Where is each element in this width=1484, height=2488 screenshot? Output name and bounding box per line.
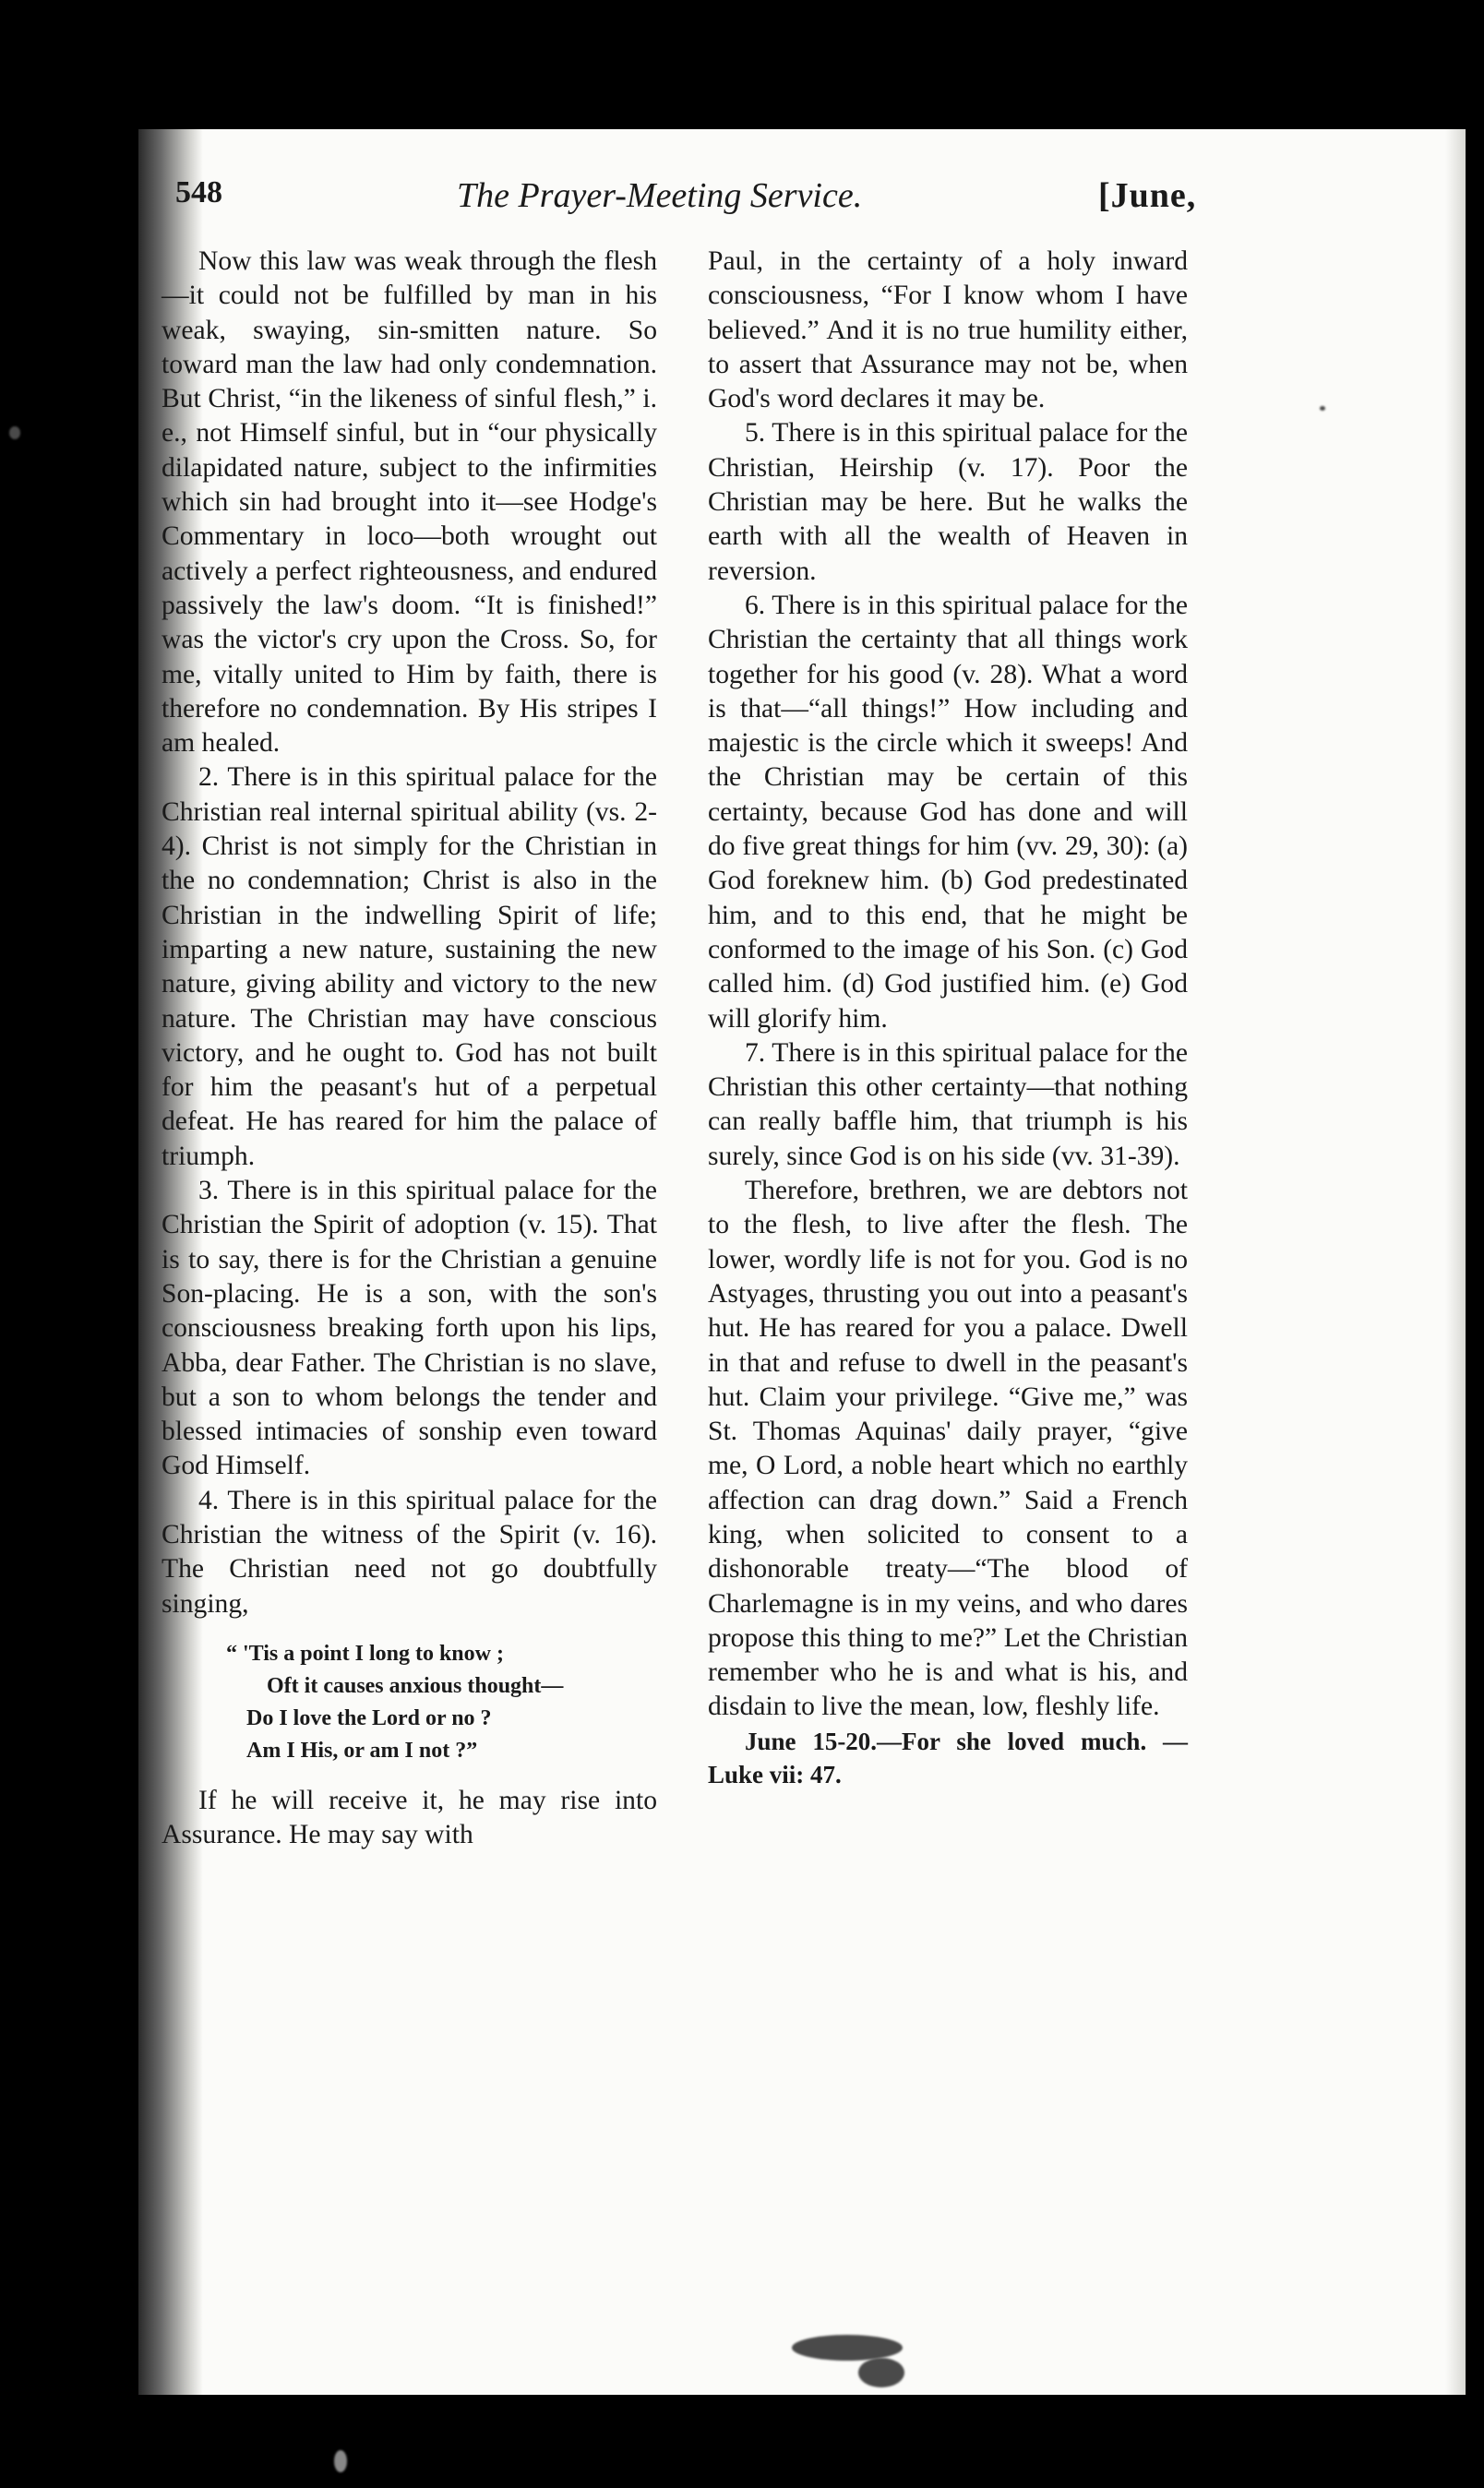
hymn-line: Do I love the Lord or no ? bbox=[246, 1705, 492, 1730]
paragraph: 4. There is in this spiritual palace for the Christian the witness of the Spirit (v. 16). The Christian need not go doubtfully singing, bbox=[162, 1485, 657, 1619]
hymn-line: Am I His, or am I not ?” bbox=[246, 1738, 478, 1763]
paragraph: 6. There is in this spiritual palace for the Christian the certainty that all things work together for his good (v. 28). What a word is that—“all things!” How including and majestic is the circle which it sweeps! And the Christian may be certain of this certainty, because God has done and will do five great things for him (vv. 29, 30): (a) God foreknew him. (b) God predestinated him, and to this end, that he might be conformed to the image of his Son. (c) God called him. (d) God justified him. (e) God will glorify him. bbox=[708, 590, 1188, 1034]
scan-speck bbox=[792, 2335, 903, 2361]
paragraph: 5. There is in this spiritual palace for the Christian, Heirship (v. 17). Poor the Christian may be here. But he walks the earth with all the wealth of Heaven in reversion. bbox=[708, 418, 1188, 586]
paragraph: If he will receive it, he may rise into Assurance. He may say with bbox=[162, 1785, 657, 1850]
left-column bbox=[162, 245, 657, 1852]
next-meeting-notice: June 15-20.—For she loved much. —Luke vii: 47. bbox=[708, 1727, 1188, 1788]
paragraph: Therefore, brethren, we are debtors not to the flesh, to live after the flesh. The lower, wordly life is not for you. God is no Astyages, thrusting you out into a peasant's hut. He has reared for you a palace. Dwell in that and refuse to dwell in the peasant's hut. Claim your privilege. “Give me,” was St. Thomas Aquinas' daily prayer, “give me, O Lord, a noble heart which no earthly affection can drag down.” Said a French king, when solicited to consent to a dishonorable treaty—“The blood of Charlemagne is in my veins, and who dares propose this thing to me?” Let the Christian remember who he is and what is his, and disdain to live the mean, low, fleshly life. bbox=[708, 1176, 1188, 1722]
page-number: 548 bbox=[175, 175, 222, 209]
scan-speck bbox=[1320, 406, 1325, 411]
page-edge bbox=[1445, 129, 1466, 2395]
hymn-quote bbox=[226, 1638, 657, 1767]
hymn-line: “ 'Tis a point I long to know ; bbox=[226, 1641, 504, 1666]
running-title: The Prayer-Meeting Service. bbox=[457, 176, 863, 215]
paragraph: Paul, in the certainty of a holy inward consciousness, “For I know whom I have believed.” And it is no true humility either, to assert that Assurance may not be, when God's word declares it may be. bbox=[708, 246, 1188, 414]
right-column bbox=[708, 245, 1188, 1791]
scan-speck bbox=[334, 2450, 347, 2472]
paragraph: Now this law was weak through the flesh—it could not be fulfilled by man in his weak, swaying, sin-smitten nature. So toward man the law had only condemnation. But Christ, “in the likeness of sinful flesh,” i. e., not Himself sinful, but in “our physically dilapidated nature, subject to the infirmities which sin had brought into it—see Hodge's Commentary in loco—both wrought out actively a perfect righteousness, and endured passively the law's doom. “It is finished!” was the victor's cry upon the Cross. So, for me, vitally united to Him by faith, there is therefore no condemnation. By His stripes I am healed. bbox=[162, 246, 657, 759]
month-label: [June, bbox=[1098, 176, 1197, 215]
scan-speck bbox=[9, 426, 20, 439]
paragraph: 3. There is in this spiritual palace for the Christian the Spirit of adoption (v. 15). That is to say, there is for the Christian a genuine Son-placing. He is a son, with the son's consciousness breaking forth upon his lips, Abba, dear Father. The Christian is no slave, but a son to whom belongs the tender and blessed intimacies of sonship even toward God Himself. bbox=[162, 1176, 657, 1481]
hymn-line: Oft it causes anxious thought— bbox=[267, 1673, 564, 1698]
scan-speck bbox=[858, 2358, 904, 2387]
running-header bbox=[175, 175, 1329, 231]
paragraph: 2. There is in this spiritual palace for the Christian real internal spiritual ability (vs. 2-4). Christ is not simply for the Christian in the no condemnation; Christ is also in the Christian in the indwelling Spirit of life; imparting a new nature, sustaining the new nature, giving ability and victory to the new nature. The Christian may have conscious victory, and he ought to. God has not built for him the peasant's hut of a perpetual defeat. He has reared for him the palace of triumph. bbox=[162, 762, 657, 1171]
paragraph: 7. There is in this spiritual palace for the Christian this other certainty—that nothing can really baffle him, that triumph is his surely, since God is on his side (vv. 31-39). bbox=[708, 1037, 1188, 1171]
